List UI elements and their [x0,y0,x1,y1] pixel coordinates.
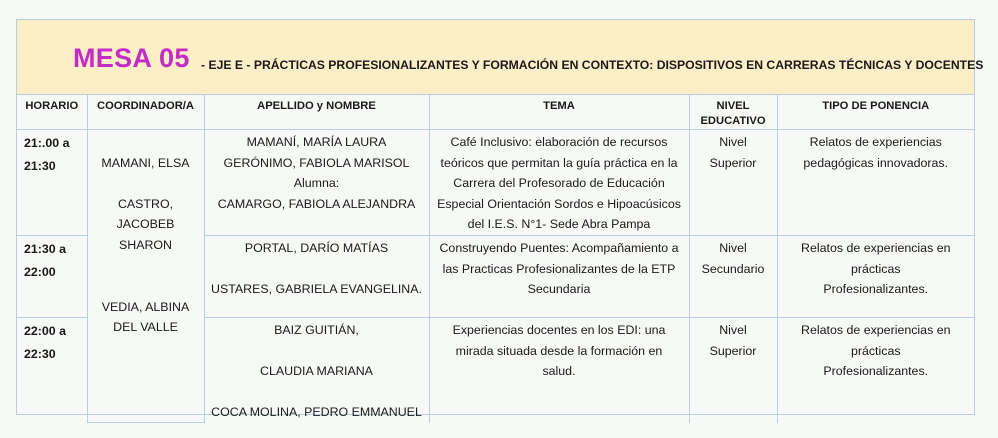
nivel-cell [689,130,777,236]
tema-cell [429,235,689,317]
nivel-line: Nivel [719,240,747,255]
horario-end: 22:00 [24,264,56,279]
coordinador-line: VEDIA, ALBINA [101,299,190,314]
coordinador-line: DEL VALLE [113,320,178,335]
tipo-line: prácticas [850,343,901,358]
program-table-frame [16,19,984,420]
tema-line: Construyendo Puentes: Acompañamiento a [439,240,679,255]
tipo-ponencia-cell [777,317,974,422]
ponente-name: BAIZ GUITIÁN, [274,322,359,337]
ponente-role: Alumna: [293,176,340,191]
apellido-nombre-cell [204,130,429,236]
nivel-line: Nivel [719,135,747,149]
nivel-line: Secundario [701,261,765,276]
tipo-line: Relatos de experiencias [809,135,942,149]
tema-line: Café Inclusivo: elaboración de recursos [450,135,668,149]
table-row [17,130,974,236]
tipo-line: pedagógicas innovadoras. [803,155,949,170]
ponente-name: MAMANÍ, MARÍA LAURA [246,135,387,149]
tema-cell [429,130,689,236]
mesa-banner [17,20,984,95]
header-tema: TEMA [429,95,689,130]
tipo-line: Profesionalizantes. [823,282,929,297]
coordinador-line: SHARON [118,238,172,253]
coordinador-line: CASTRO, [117,196,174,211]
nivel-line: Superior [709,155,757,170]
mesa-title: MESA 05 [73,43,190,73]
ponente-name: GERÓNIMO, FABIOLA MARISOL [223,155,410,170]
horario-start: 22:00 a [24,323,67,338]
tema-line: salud. [542,364,576,379]
table-header-row [17,95,974,130]
ponente-name: USTARES, GABRIELA EVANGELINA. [211,282,422,297]
header-apellido-nombre: APELLIDO y NOMBRE [204,95,429,130]
tipo-line: Relatos de experiencias en [801,322,951,337]
tipo-ponencia-cell [777,130,974,236]
horario-end: 21:30 [24,159,56,173]
tema-line: Secundaria [527,282,591,297]
header-horario: HORARIO [17,95,87,130]
coordinador-cell [87,130,204,423]
tema-cell [429,317,689,422]
apellido-nombre-cell [204,235,429,317]
nivel-cell [689,317,777,422]
horario-cell [17,235,87,317]
nivel-line: Superior [709,343,757,358]
apellido-nombre-cell [204,317,429,422]
schedule-table [17,95,974,423]
header-coordinador: COORDINADOR/A [87,95,204,130]
tipo-line: Profesionalizantes. [823,364,929,379]
tema-line: Experiencias docentes en los EDI: una [452,322,666,337]
horario-start: 21:30 a [24,241,67,256]
ponente-name: COCA MOLINA, PEDRO EMMANUEL [211,405,422,420]
horario-cell [17,317,87,422]
eje-subtitle: - EJE E - PRÁCTICAS PROFESIONALIZANTES Y FORMACIÓN EN CONTEXTO: DISPOSITIVOS EN CARRERAS TÉCNICAS Y DOCENTES [201,58,984,72]
horario-start: 21:.00 a [24,136,70,150]
nivel-cell [689,235,777,317]
tipo-line: Relatos de experiencias en [801,240,951,255]
tema-line: teóricos que permitan la guía práctica en la [440,155,678,170]
coordinador-line: MAMANI, ELSA [101,155,190,170]
header-nivel-educativo [689,95,777,130]
ponente-name: CAMARGO, FABIOLA ALEJANDRA [217,196,416,211]
header-nivel-line-1: NIVEL [716,100,750,112]
nivel-line: Nivel [719,322,747,337]
ponente-name: PORTAL, DARÍO MATÍAS [244,240,389,255]
tema-line: las Practicas Profesionalizantes de la ETP [442,261,676,276]
coordinador-line: JACOBEB [116,217,175,232]
horario-end: 22:30 [24,346,56,361]
tema-line: Carrera del Profesorado de Educación [453,176,665,191]
tema-line: del I.E.S. N°1- Sede Abra Pampa [467,217,651,232]
header-nivel-line-2: EDUCATIVO [700,115,766,127]
tipo-ponencia-cell [777,235,974,317]
tema-line: mirada situada desde la formación en [455,343,663,358]
tipo-line: prácticas [850,261,901,276]
header-tipo-ponencia: TIPO DE PONENCIA [777,95,974,130]
tema-line: Especial Orientación Sordos e Hipoacúsicos [437,196,681,211]
horario-cell [17,130,87,236]
ponente-name: CLAUDIA MARIANA [260,364,373,379]
